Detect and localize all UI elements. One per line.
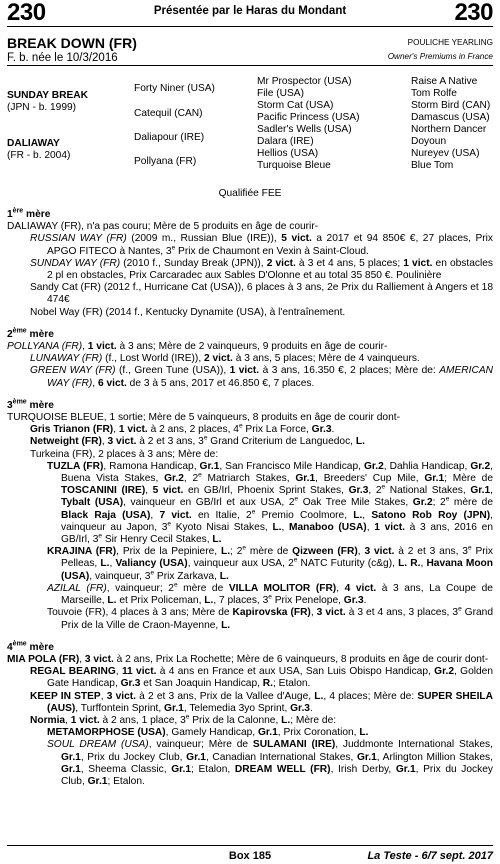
horse-name: BREAK DOWN (FR): [7, 35, 137, 51]
sire-name: SUNDAY BREAK: [7, 90, 88, 101]
pedigree-g2-0: Mr Prospector (USA): [257, 76, 352, 87]
produce-entry: Netweight (FR), 3 vict. à 2 et 3 ans, 3e Grand Criterium de Languedoc, L.: [30, 435, 365, 448]
produce-entry: KRAJINA (FR), Prix de la Pepiniere, L.; 2e mère de Qizween (FR), 3 vict. à 2 et 3 ans, 3e Prix Pelleas, L., Valiancy (USA), vainqueur aux USA, 2e NATC Futurity (c&g), L. R., Havana Moon (USA), vainqueur, 3e Prix Zarkava, L.: [47, 544, 494, 582]
second-dam-text: POLLYANA (FR), 1 vict. à 3 ans; Mère de 2 vainqueurs, 9 produits en âge de courir-: [7, 341, 388, 353]
produce-entry: KEEP IN STEP, 3 vict. à 2 et 3 ans, Prix de la Vallee d'Auge, L., 4 places; Mère de: SUPER SHEILA (AUS), Turffontein Sprint, Gr.1, Telemedia 3yo Sprint, Gr.3.: [30, 690, 493, 714]
qualification: Qualifiée FEE: [218, 188, 282, 199]
produce-entry: TUZLA (FR), Ramona Handicap, Gr.1, San Francisco Mile Handicap, Gr.2, Dahlia Handicap, Gr.2, Buena Vista Stakes, Gr.2, 2e Matriarch Stakes, Gr.1, Breeders' Cup Mile, Gr.1; Mère de TOSCANINI (IRE), 5 vict. en GB/Irl, Phoenix Sprint Stakes, Gr.3, 2e National Stakes, Gr.1, Tybalt (USA), vainqueur en GB/Irl et aux USA, 2e Oak Tree Mile Stakes, Gr.2; 2e mère de Black Raja (USA), 7 vict. en Italie, 2e Premio Coolmore, L., Satono Rob Roy (JPN), vainqueur au Japon, 3e Kyoto Nisai Stakes, L., Manaboo (USA), 1 vict. à 3 ans, 2016 en GB/Irl, 3e Sir Henry Cecil Stakes, L.: [47, 460, 494, 546]
pedigree-g1-2: Daliapour (IRE): [134, 132, 205, 143]
fourth-dam-text: MIA POLA (FR), 3 vict. à 2 ans, Prix La Rochette; Mère de 6 vainqueurs, 8 produits en âge de courir dont-: [7, 653, 489, 665]
produce-entry: REGAL BEARING, 11 vict. à 4 ans en France et aux USA, San Luis Obispo Handicap, Gr.2, Golden Gate Handicap, Gr.3 et San Joaquin Handicap, R.; Etalon.: [30, 666, 494, 690]
pedigree-table: [7, 76, 493, 176]
produce-entry: GREEN WAY (FR) (f., Green Tune (USA)), 1 vict. à 3 ans, 16.350 €, 2 places; Mère de: AMERICAN WAY (FR), 6 vict. de 3 à 5 ans, 2017 et 46.850 €, 7 places.: [30, 365, 493, 389]
pedigree-g3-7: Blue Tom: [411, 160, 454, 171]
pedigree-g2-1: File (USA): [257, 88, 304, 99]
lot-number-right: 230: [454, 0, 493, 26]
premiums-label: Owner's Premiums in France: [387, 52, 493, 61]
pedigree-g2-3: Pacific Princess (USA): [257, 112, 360, 123]
lot-header: [7, 1, 493, 27]
pedigree-g2-5: Dalara (IRE): [257, 136, 314, 147]
horse-header: [7, 36, 493, 66]
produce-record: [7, 209, 493, 788]
produce-entry: SOUL DREAM (USA), vainqueur; Mère de SULAMANI (IRE), Juddmonte International Stakes, Gr.1, Prix du Jockey Club, Gr.1, Canadian International Stakes, Gr.1, Arlington Million Stakes, Gr.1, Sheema Classic, Gr.1; Etalon, DREAM WELL (FR), Irish Derby, Gr.1, Prix du Jockey Club, Gr.1; Etalon.: [47, 739, 493, 787]
box-number: Box 185: [228, 850, 272, 862]
produce-entry: RUSSIAN WAY (FR) (2009 m., Russian Blue (IRE)), 5 vict. a 2017 et 94 850€ €, 27 places, Prix APGO FITECO à Nantes, 3e Prix de Chaumont en Vexin à Saint-Cloud.: [30, 233, 493, 257]
presented-by: Présentée par le Haras du Mondant: [153, 5, 347, 17]
produce-entry: Touvoie (FR), 4 places à 3 ans; Mère de Kapirovska (FR), 3 vict. à 3 et 4 ans, 3 places, 3e Grand Prix de la Ville de Craon-Mayenne, L.: [47, 605, 493, 631]
pedigree-g1-1: Catequil (CAN): [134, 108, 203, 119]
pedigree-g2-2: Storm Cat (USA): [257, 100, 334, 111]
pedigree-g2-7: Turquoise Bleue: [257, 160, 331, 171]
pedigree-g3-5: Doyoun: [411, 136, 447, 147]
produce-entry: Normia, 1 vict. à 2 ans, 1 place, 3e Prix de la Calonne, L.; Mère de:: [30, 713, 337, 726]
sale-venue-date: La Teste - 6/7 sept. 2017: [367, 850, 493, 862]
section-second-dam: 2ème mère: [7, 327, 54, 340]
section-third-dam: 3ème mère: [7, 398, 54, 411]
pedigree-g1-3: Pollyana (FR): [134, 156, 197, 167]
sire-info: (JPN - b. 1999): [7, 102, 77, 113]
dam-info: (FR - b. 2004): [7, 150, 71, 161]
dam-name: DALIAWAY: [7, 138, 60, 149]
pedigree-g1-0: Forty Niner (USA): [134, 83, 215, 94]
pedigree-g3-6: Nureyev (USA): [411, 148, 480, 159]
pedigree-g2-4: Sadler's Wells (USA): [257, 124, 352, 135]
produce-entry: Nobel Way (FR) (2014 f., Kentucky Dynamite (USA), à l'entraînement.: [30, 306, 346, 318]
lot-number-left: 230: [7, 0, 46, 26]
pedigree-g2-6: Hellios (USA): [257, 148, 319, 159]
produce-entry: SUNDAY WAY (FR) (2010 f., Sunday Break (JPN)), 2 vict. à 3 et 4 ans, 5 places; 1 vict. en obstacles 2 pl en obstacles, Prix Carcaradec aux Sables D'Olonne et au total 35 850 €. Poulinière: [30, 257, 494, 282]
pedigree-g3-1: Tom Rolfe: [411, 88, 457, 99]
produce-entry: Turkeina (FR), 2 places à 3 ans; Mère de:: [30, 448, 219, 460]
pedigree-g3-3: Damascus (USA): [411, 112, 490, 123]
horse-category: POULICHE YEARLING: [407, 38, 493, 47]
produce-entry: METAMORPHOSE (USA), Gamely Handicap, Gr.1, Prix Coronation, L.: [47, 727, 369, 739]
pedigree-g3-2: Storm Bird (CAN): [411, 100, 491, 111]
pedigree-g3-4: Northern Dancer: [411, 124, 487, 135]
produce-entry: LUNAWAY (FR) (f., Lost World (IRE)), 2 vict. à 3 ans, 5 places; Mère de 4 vainqueurs.: [30, 353, 420, 365]
produce-entry: AZILAL (FR), vainqueur; 2e mère de VILLA MOLITOR (FR), 4 vict. à 3 ans, La Coupe de Marseille, L. et Prix Policeman, L., 7 places, 3e Prix Penelope, Gr.3.: [47, 581, 493, 607]
page-footer: [7, 845, 493, 863]
pedigree-g3-0: Raise A Native: [411, 76, 478, 87]
produce-entry: Gris Trianon (FR), 1 vict. à 2 ans, 2 places, 4e Prix La Force, Gr.3.: [30, 422, 335, 436]
section-first-dam: 1ère mère: [7, 207, 51, 220]
horse-description: F. b. née le 10/3/2016: [7, 52, 118, 64]
section-fourth-dam: 4ème mère: [7, 640, 54, 653]
first-dam-text: DALIAWAY (FR), n'a pas couru; Mère de 5 produits en âge de courir-: [7, 221, 319, 233]
produce-entry: Sandy Cat (FR) (2012 f., Hurricane Cat (USA)), 6 places à 3 ans, 2e Prix du Ralliement à Angers et 18 474€: [30, 282, 493, 306]
third-dam-text: TURQUOISE BLEUE, 1 sortie; Mère de 5 vainqueurs, 8 produits en âge de courir dont-: [7, 412, 400, 424]
